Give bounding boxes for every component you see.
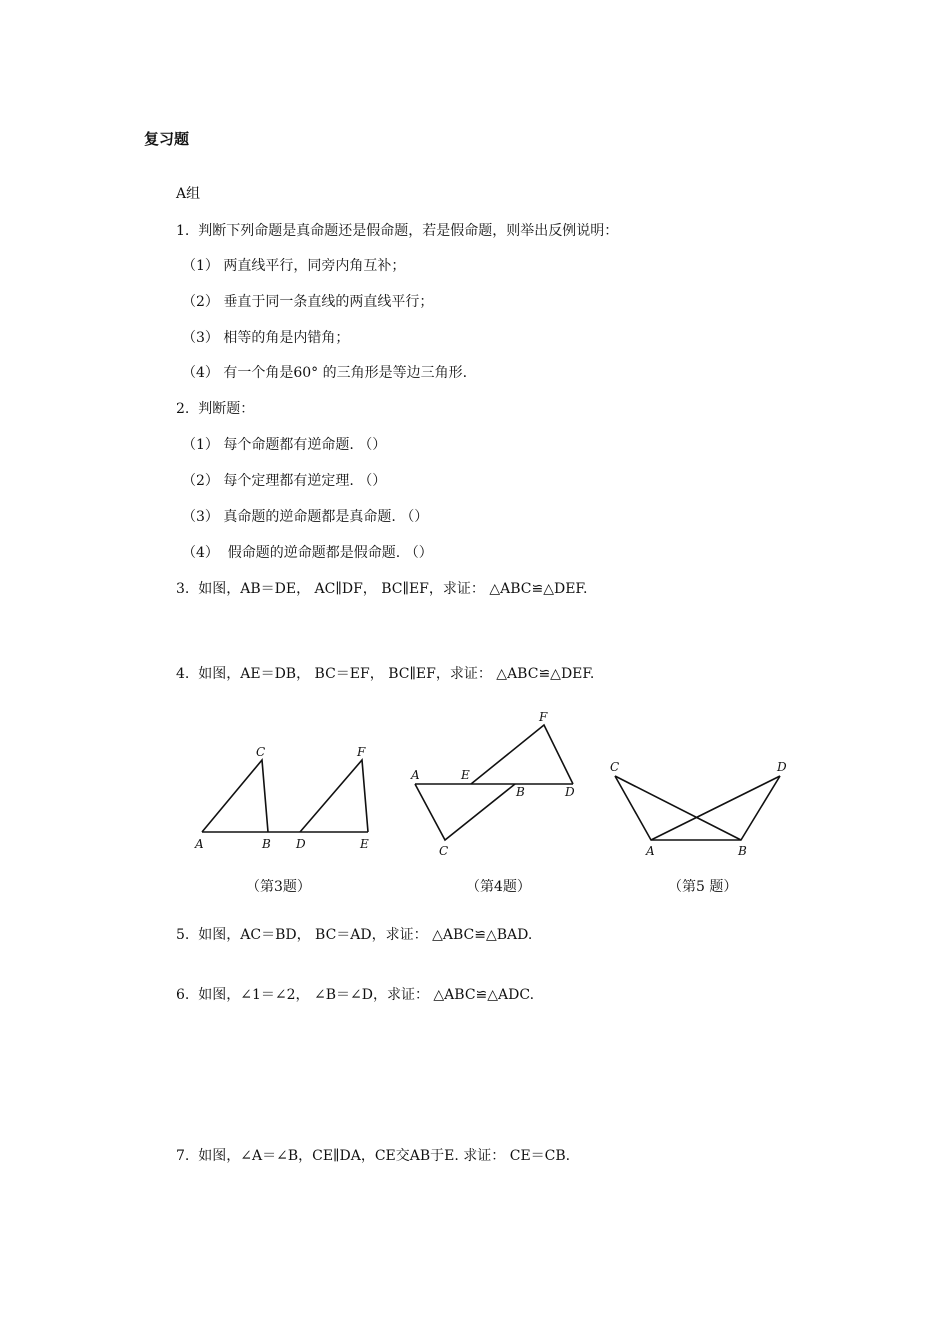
figure-3 [190, 740, 380, 855]
question-2-item-4: （4） 假命题的逆命题都是假命题. （） [182, 545, 433, 561]
fig3-label-b: B [262, 837, 271, 851]
fig3-label-f: F [357, 745, 366, 759]
fig5-label-a: A [646, 844, 655, 858]
fig3-label-e: E [360, 837, 369, 851]
fig5-shape-outline [615, 776, 780, 840]
figure-4-caption: （第4题） [466, 879, 531, 895]
question-1-item-4: （4） 有一个角是60° 的三角形是等边三角形. [182, 365, 468, 381]
fig3-triangle-abc [202, 760, 268, 832]
fig4-label-a: A [411, 768, 420, 782]
question-1-item-1: （1） 两直线平行，同旁内角互补； [182, 258, 406, 274]
fig5-label-c: C [610, 760, 620, 774]
figure-3-caption: （第3题） [246, 879, 311, 895]
question-6: 6. 如图，∠1＝∠2， ∠B＝∠D，求证： △ABC≌△ADC. [176, 987, 535, 1003]
fig3-label-a: A [195, 837, 204, 851]
question-2-item-1: （1） 每个命题都有逆命题. （） [182, 437, 387, 453]
fig4-label-c: C [439, 844, 449, 858]
fig3-label-c: C [256, 745, 266, 759]
question-4: 4. 如图，AE＝DB， BC＝EF， BC∥EF，求证： △ABC≌△DEF. [176, 666, 595, 682]
fig4-triangle-abc [415, 784, 515, 840]
figure-5-caption: （第5 题） [668, 879, 738, 895]
fig4-triangle-def [471, 725, 573, 784]
fig5-label-b: B [738, 844, 747, 858]
question-2-item-3: （3） 真命题的逆命题都是真命题. （） [182, 509, 429, 525]
fig3-triangle-def [300, 760, 368, 832]
fig4-label-d: D [565, 785, 575, 799]
question-7: 7. 如图，∠A＝∠B，CE∥DA，CE交AB于E. 求证： CE＝CB. [176, 1148, 571, 1164]
question-5: 5. 如图，AC＝BD， BC＝AD，求证： △ABC≌△BAD. [176, 927, 533, 943]
fig5-label-d: D [777, 760, 787, 774]
fig4-label-b: B [516, 785, 525, 799]
figure-5 [605, 758, 805, 863]
question-2-item-2: （2） 每个定理都有逆定理. （） [182, 473, 387, 489]
page-title: 复习题 [144, 130, 190, 148]
question-3: 3. 如图，AB＝DE， AC∥DF， BC∥EF，求证： △ABC≌△DEF. [176, 581, 588, 597]
fig3-label-d: D [296, 837, 306, 851]
fig4-label-e: E [461, 768, 470, 782]
question-1-item-3: （3） 相等的角是内错角； [182, 330, 350, 346]
question-1-stem: 1. 判断下列命题是真命题还是假命题，若是假命题，则举出反例说明： [176, 223, 619, 239]
fig4-label-f: F [539, 710, 548, 724]
figure-4 [405, 708, 585, 858]
group-label: A组 [176, 186, 201, 202]
question-2-stem: 2. 判断题： [176, 401, 255, 417]
question-1-item-2: （2） 垂直于同一条直线的两直线平行； [182, 294, 434, 310]
